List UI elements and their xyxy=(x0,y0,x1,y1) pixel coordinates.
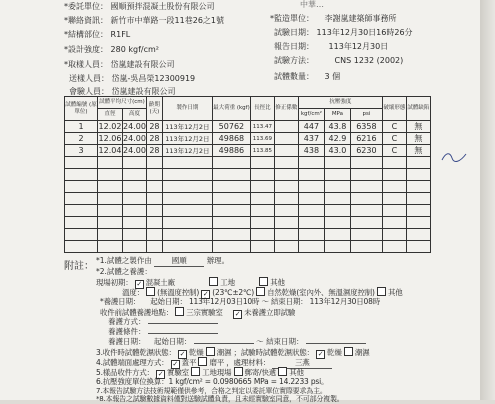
cell-kgf: 438 xyxy=(298,145,324,157)
cell-corr xyxy=(274,133,298,145)
col-unit-psi: psi xyxy=(350,109,382,121)
period-to-label: 結束日期： xyxy=(270,297,308,306)
period-from-label: 起始日期： xyxy=(150,297,187,306)
note-2: *2.試體之養護： xyxy=(96,267,152,276)
col-dia: 直徑 xyxy=(98,109,123,121)
table-row xyxy=(65,133,431,145)
commissioner-row: *委託單位： 國順預拌混凝土股份有限公司 xyxy=(64,2,215,11)
col-age: 齡期 (天) xyxy=(146,97,162,121)
cell-shape: C xyxy=(382,133,406,145)
note-7: 7.本報告試驗方法技術規範僅供參考，合格之判定以委託單位實際要求為主。 xyxy=(96,387,327,395)
period-to: 113年12月30日08時 xyxy=(309,297,381,306)
cure-other-label: 其他 xyxy=(270,278,285,287)
structure-label: 結構部位： xyxy=(68,30,108,39)
cell-dia: 12.06 xyxy=(98,133,122,143)
period-label: 養護日期： xyxy=(103,297,141,306)
material-value: 三燕 xyxy=(272,358,332,369)
cell-shape: C xyxy=(382,121,406,133)
count-value: 3 個 xyxy=(324,72,341,81)
cell-dia: 12.02 xyxy=(98,121,122,131)
test-state-label: ；試驗時試體乾濕狀態： xyxy=(233,348,314,357)
recv-mail: 郵寄/快遞 xyxy=(244,368,277,377)
note-6: 6.抗壓強度單位換算：1 kgf/cm² = 0.0980665 MPa = 14.2233 psi。 xyxy=(96,377,329,386)
recv-other: 其他 xyxy=(289,368,304,377)
cell-dia: 12.04 xyxy=(98,145,122,155)
cell-load: 50762 xyxy=(212,121,250,133)
cure-room-a: 自然乾燥(室內外、無溫濕度控制) xyxy=(267,288,375,297)
cure-site-label: 現場初期 xyxy=(96,278,126,287)
place-a-checkbox[interactable] xyxy=(175,307,184,316)
recv-site-checkbox[interactable] xyxy=(191,367,200,376)
recv-lab-checkbox[interactable]: ✓ xyxy=(157,370,164,378)
dry-label: 乾燥 xyxy=(188,348,204,357)
wet-label: 潮濕 xyxy=(216,348,232,357)
sampler-label: 取樣人員： xyxy=(68,60,108,69)
cell-ratio: 113.47 xyxy=(250,121,274,133)
place-b: 未養護立即試驗 xyxy=(244,308,296,317)
col-size: 試體平均尺寸(cm) xyxy=(98,97,147,109)
design-label: 設計強度： xyxy=(68,45,108,54)
cure-method-row xyxy=(108,317,218,327)
cure-cond-row xyxy=(108,327,218,337)
col-strength: 抗壓強度 xyxy=(298,97,382,109)
sampler-value: 岱嵐建設有限公司 xyxy=(110,60,175,69)
cell-ratio: 113.69 xyxy=(250,133,274,145)
cure-plant-checkbox[interactable]: ✓ xyxy=(136,280,143,288)
col-date: 製作日期 xyxy=(162,97,212,121)
contact-row: *聯絡資訊： 新竹市中華路一段11巷26之1號 xyxy=(64,16,224,25)
design-row: *設計強度： 280 kgf/cm² xyxy=(64,45,159,54)
cure-cond-label: 養護條件： xyxy=(108,327,146,336)
commissioner-label: 委託單位： xyxy=(68,2,108,11)
cure-temp-a-checkbox[interactable] xyxy=(146,287,155,296)
cure-other-checkbox[interactable] xyxy=(259,277,268,286)
cure-site-opt: 工地 xyxy=(220,278,235,287)
grind-checkbox[interactable] xyxy=(198,357,207,366)
flat-label: 蓋平 xyxy=(181,358,197,367)
right-top-fragment: 中華… xyxy=(300,0,324,9)
structure-row: *結構部位： R1FL xyxy=(64,30,131,39)
cell-id: 3 xyxy=(65,145,98,157)
cell-date: 113年12月2日 xyxy=(162,133,212,145)
structure-value: R1FL xyxy=(110,30,131,39)
supervisor-value: 李謝嵐建築師事務所 xyxy=(324,14,397,23)
cure-temp-a: (無溫度控制) xyxy=(157,288,200,297)
test-date-row xyxy=(274,28,413,38)
cell-id: 1 xyxy=(65,121,98,133)
witness-label: 會驗人員： xyxy=(69,87,109,96)
start-label: 起始日期： xyxy=(153,337,192,346)
col-load: 最大荷重 (kgf) xyxy=(212,97,250,121)
cell-height: 24.00 xyxy=(123,121,146,131)
cell-age: 28 xyxy=(146,121,162,133)
cure-method-blank xyxy=(148,323,218,324)
col-id: 試體編號 (原單位) xyxy=(65,97,98,121)
deliver-row xyxy=(64,74,195,84)
col-shape: 破壞形態 xyxy=(382,97,406,121)
deliver-value: 岱嵐-吳昌榮12300919 xyxy=(111,74,196,83)
cell-height: 24.00 xyxy=(123,133,146,143)
cell-defect: 無 xyxy=(406,145,430,157)
col-ratio: 長徑比 xyxy=(250,97,274,121)
col-unit-kgf: kgf/cm² xyxy=(298,109,324,121)
cell-kgf: 437 xyxy=(298,133,324,145)
count-label: 試體數量： xyxy=(274,72,314,81)
commissioner-value: 國順預拌混凝土股份有限公司 xyxy=(110,2,215,11)
cell-load: 49886 xyxy=(212,145,250,157)
recv-site: 工地現場 xyxy=(202,368,232,377)
table-row xyxy=(65,145,431,157)
cure-period2-label: 養護日期： xyxy=(108,337,146,346)
place-a: 三宗實驗室 xyxy=(186,308,223,317)
sampler-row: *取樣人員： 岱嵐建設有限公司 xyxy=(64,60,175,69)
method-row xyxy=(274,56,403,66)
cell-mpa: 42.9 xyxy=(324,133,350,145)
wet-checkbox[interactable] xyxy=(206,347,215,356)
cure-period2-row: 養護日期： 起始日期： ～ 結束日期： xyxy=(108,337,366,347)
cure-method-label: 養護方式： xyxy=(108,317,146,326)
table-row xyxy=(65,121,431,133)
recv-lab: 實驗室 xyxy=(167,368,189,377)
cure-temp-b: (23℃±2℃) xyxy=(212,288,254,297)
cell-psi: 6230 xyxy=(350,145,382,157)
cell-load: 49868 xyxy=(212,133,250,145)
note-1-text: *1.試體之製作由 xyxy=(96,256,152,265)
end-label: 結束日期： xyxy=(266,337,304,346)
cell-age: 28 xyxy=(146,145,162,157)
period-row: *養護日期： 起始日期： 113年12月03日10時 ～ 結束日期： 113年12月30日08時 xyxy=(100,297,381,306)
cure-room-a-checkbox[interactable] xyxy=(256,287,265,296)
col-height: 高度 xyxy=(123,109,147,121)
cell-mpa: 43.0 xyxy=(324,145,350,157)
start-blank xyxy=(194,343,254,344)
place-label: 收件前試體養護地點： xyxy=(100,308,173,317)
wet2-label: 潮濕 xyxy=(354,348,370,357)
supervisor-label: 監造單位： xyxy=(274,14,314,23)
period-from: 113年12月03日10時 xyxy=(188,297,260,306)
cell-psi: 6216 xyxy=(350,133,382,145)
cure-temp-label: 溫度： xyxy=(122,288,144,297)
pen-mark-icon xyxy=(440,150,468,164)
cure-site-checkbox[interactable] xyxy=(209,277,218,286)
cell-psi: 6358 xyxy=(350,121,382,133)
cell-kgf: 447 xyxy=(298,121,324,133)
wet2-checkbox[interactable] xyxy=(344,347,353,356)
flat-checkbox[interactable]: ✓ xyxy=(172,360,178,368)
note-4-text: 4.試體端面處理方式： xyxy=(96,358,169,367)
results-table xyxy=(64,96,431,253)
col-unit-mpa: MPa xyxy=(324,109,350,121)
note-1-maker: 國順 xyxy=(154,256,204,267)
cell-id: 2 xyxy=(65,133,98,145)
recv-other-checkbox[interactable] xyxy=(278,367,287,376)
contact-label: 聯絡資訊： xyxy=(68,16,108,25)
note-1 xyxy=(96,256,229,267)
end-blank xyxy=(306,343,366,344)
page-edge-shadow xyxy=(480,0,495,400)
design-value: 280 kgf/cm² xyxy=(110,45,159,54)
test-date-label: 試驗日期： xyxy=(274,28,314,37)
note-1-tail: 辦理。 xyxy=(206,256,230,265)
cell-date: 113年12月2日 xyxy=(162,145,212,157)
cure-room-b: 其他 xyxy=(387,288,403,297)
cell-ratio: 113.85 xyxy=(250,145,274,157)
place-b-checkbox[interactable]: ✓ xyxy=(234,310,241,318)
witness-value: 岱嵐建設有限公司 xyxy=(111,87,176,96)
grind-label: 磨平 xyxy=(209,358,225,367)
report-date-value: 113年12月30日 xyxy=(328,42,389,51)
cell-corr xyxy=(274,121,298,133)
cell-mpa: 43.8 xyxy=(324,121,350,133)
cell-defect: 無 xyxy=(406,133,430,145)
count-row xyxy=(274,72,340,82)
notes-label: 附註： xyxy=(64,261,94,272)
material-label: ，處理材料： xyxy=(226,358,271,367)
note-3-text: 3.收件時試體乾濕狀態： xyxy=(96,348,176,357)
method-label: 試驗方法： xyxy=(274,56,314,65)
supervisor-row: *監造單位： 李謝嵐建築師事務所 xyxy=(270,14,397,23)
note-5-text: 5.樣品收件方式： xyxy=(96,368,154,377)
recv-mail-checkbox[interactable] xyxy=(234,367,243,376)
cell-date: 113年12月2日 xyxy=(162,121,212,133)
col-defect: 試體缺陷 xyxy=(406,97,430,121)
dry2-label: 乾燥 xyxy=(327,348,342,357)
cure-cond-blank xyxy=(148,333,218,334)
note-8: *8.本報告之試驗數據資料僅對送驗試體負責，且未經實驗室同意，不可部分複製。 xyxy=(96,395,344,403)
cell-shape: C xyxy=(382,145,406,157)
dry2-checkbox[interactable]: ✓ xyxy=(317,350,324,358)
cell-age: 28 xyxy=(146,133,162,145)
report-date-row xyxy=(274,42,388,52)
cell-corr xyxy=(274,145,298,157)
cell-height: 24.00 xyxy=(123,145,146,155)
col-corr: 修正係數 xyxy=(274,97,298,121)
cure-plant-label: 混凝土廠 xyxy=(145,278,175,287)
deliver-label: 送樣人員： xyxy=(69,74,109,83)
cell-defect: 無 xyxy=(406,121,430,133)
method-value: CNS 1232 (2002) xyxy=(334,56,404,65)
contact-value: 新竹市中華路一段11巷26之1號 xyxy=(110,16,224,25)
report-date-label: 報告日期： xyxy=(274,42,314,51)
cure-room-b-checkbox[interactable] xyxy=(377,287,386,296)
dry-checkbox[interactable]: ✓ xyxy=(179,350,186,358)
cure-temp-b-checkbox[interactable]: ✓ xyxy=(202,290,209,298)
cure-site-row: 現場初期： ✓ 混凝土廠 工地 其他 xyxy=(96,278,285,288)
test-date-value: 113年12月30日16時26分 xyxy=(316,28,413,37)
